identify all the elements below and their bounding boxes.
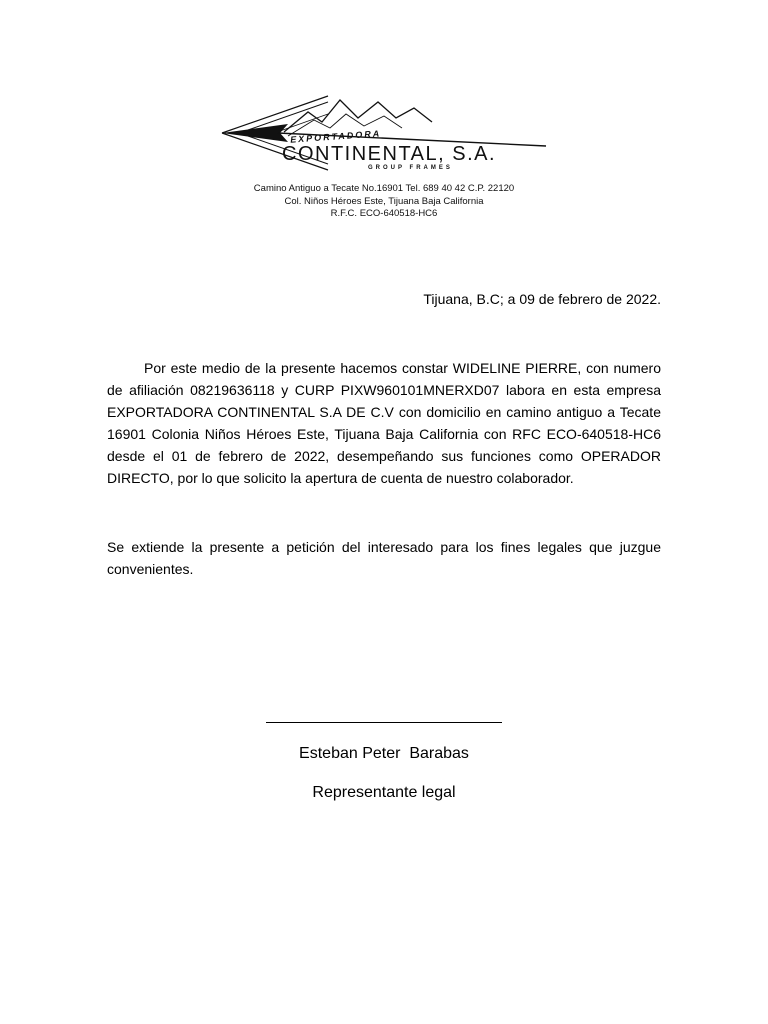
body-paragraph: Se extiende la presente a petición del interesado para los fines legales que juzgue convenientes.: [107, 539, 661, 577]
date-line: Tijuana, B.C; a 09 de febrero de 2022.: [423, 291, 661, 307]
signatory-title: Representante legal: [312, 784, 456, 801]
signatory-name: Esteban Peter Barabas: [299, 745, 469, 762]
letterhead-address: [184, 183, 584, 221]
logo-sub-text: GROUP FRAMES: [368, 165, 453, 171]
signature-line: [266, 722, 502, 723]
address-line: Camino Antiguo a Tecate No.16901 Tel. 689 40 42 C.P. 22120: [253, 183, 515, 194]
logo-mountains: [284, 100, 432, 132]
logo-arc-text: EXPORTADORA: [289, 128, 382, 145]
logo-company-name: CONTINENTAL, S.A.: [282, 143, 497, 165]
address-line: R.F.C. ECO-640518-HC6: [330, 208, 438, 219]
body-paragraph: Por este medio de la presente hacemos constar WIDELINE PIERRE, con numero de afiliación 08219636118 y CURP PIXW960101MNERXD07 labora en esta empresa EXPORTADORA CONTINENTAL S.A DE C.V con domicilio en camino antiguo a Tecate 16901 Colonia Niños Héroes Este, Tijuana Baja California con RFC ECO-640518-HC6 desde el 01 de febrero de 2022, desempeñando sus funciones como OPERADOR DIRECTO, por lo que solicito la apertura de cuenta de nuestro colaborador.: [107, 360, 661, 486]
address-line: Col. Niños Héroes Este, Tijuana Baja California: [284, 195, 484, 207]
